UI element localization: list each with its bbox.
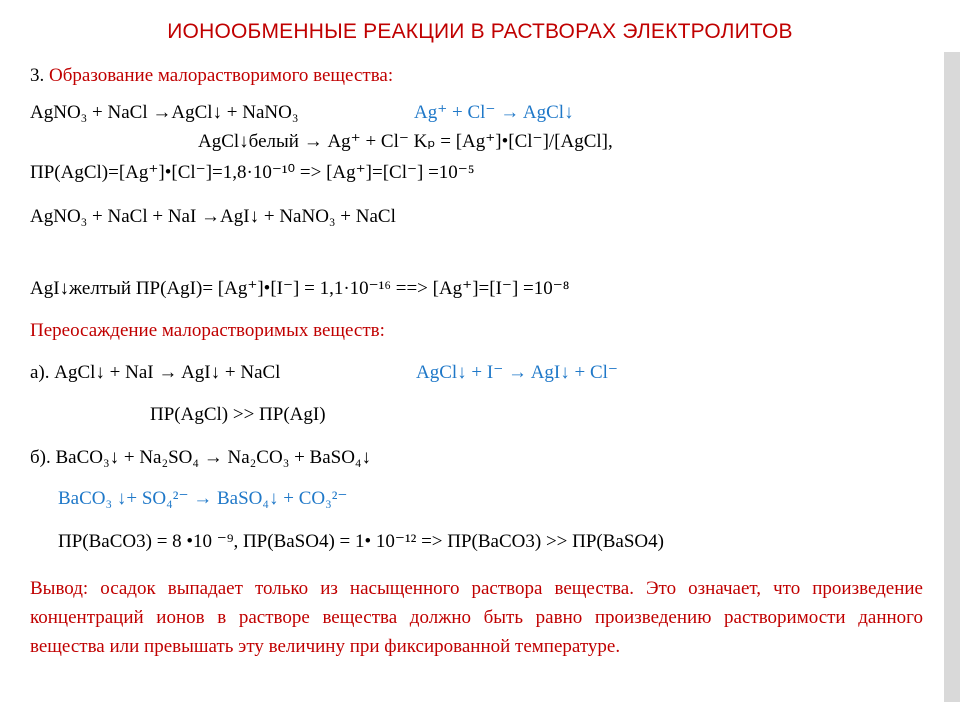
section-heading <box>30 65 393 87</box>
section-title: Образование малорастворимого вещества: <box>49 65 394 86</box>
equation-9: BaCO₃ ↓+ SO₄²⁻ → BaSO₄↓ + CO₃²⁻ <box>58 488 348 509</box>
slide-title: ИОНООБМЕННЫЕ РЕАКЦИИ В РАСТВОРАХ ЭЛЕКТРОЛИТОВ <box>167 20 793 43</box>
equation-6-ionic: AgCl↓ + I⁻ → AgI↓ + Cl⁻ <box>416 362 618 383</box>
equation-1-molecular: AgNO₃ + NaCl →AgCl↓ + NaNO₃ <box>30 102 299 123</box>
reprecipitation-heading: Переосаждение малорастворимых веществ: <box>30 320 385 341</box>
equation-5: AgI↓желтый ПР(AgI)= [Ag⁺]•[I⁻] = 1,1·10⁻¹⁶ ==> [Ag⁺]=[I⁻] =10⁻⁸ <box>30 278 570 299</box>
section-number: 3. <box>30 65 49 86</box>
equation-1 <box>30 102 574 124</box>
equation-6-molecular: а). AgCl↓ + NaI → AgI↓ + NaCl <box>30 362 281 383</box>
equation-8: б). BaCO₃↓ + Na₂SO₄ → Na₂CO₃ + BaSO₄↓ <box>30 447 372 468</box>
equation-3: ПР(AgCl)=[Ag⁺]•[Cl⁻]=1,8·10⁻¹⁰ => [Ag⁺]=[Cl⁻] =10⁻⁵ <box>30 162 475 183</box>
equation-6 <box>30 362 618 384</box>
equation-7: ПР(AgCl) >> ПР(AgI) <box>150 404 326 425</box>
right-scroll-strip <box>944 52 960 702</box>
equation-4: AgNO₃ + NaCl + NaI →AgI↓ + NaNO₃ + NaCl <box>30 206 396 227</box>
conclusion-paragraph: Вывод: осадок выпадает только из насыщенного раствора вещества. Это означает, что произведение концентраций ионов в растворе вещества должно быть равно произведению растворимости данного вещества или превышать эту величину при фиксированной температуре. <box>30 578 923 657</box>
equation-10: ПР(BaCO3) = 8 •10 ⁻⁹, ПР(BaSO4) = 1• 10⁻¹² => ПР(BaCO3) >> ПР(BaSO4) <box>58 531 664 552</box>
equation-2: AgCl↓белый → Ag⁺ + Cl⁻ Kₚ = [Ag⁺]•[Cl⁻]/[AgCl], <box>198 131 613 152</box>
content-panel <box>20 52 944 702</box>
equation-1-ionic: Ag⁺ + Cl⁻ → AgCl↓ <box>414 102 574 123</box>
